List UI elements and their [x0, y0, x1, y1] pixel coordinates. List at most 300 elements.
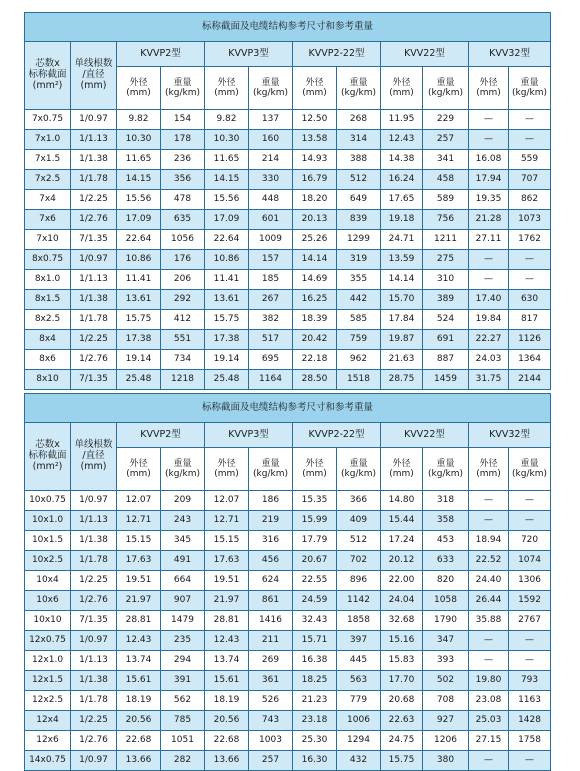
- table-cell: 1051: [161, 731, 205, 751]
- table-cell: 176: [161, 250, 205, 270]
- row-spec: 12x1.0: [25, 651, 71, 671]
- table-cell: 10.86: [205, 250, 249, 270]
- table-cell: 458: [423, 170, 469, 190]
- header-weight: [337, 67, 381, 110]
- table-cell: 319: [337, 250, 381, 270]
- table-cell: 412: [161, 310, 205, 330]
- table-cell: 20.42: [293, 330, 337, 350]
- table-cell: 15.75: [117, 310, 161, 330]
- table-cell: 720: [509, 531, 551, 551]
- table-cell: 7/1.35: [71, 611, 117, 631]
- table-cell: —: [469, 511, 509, 531]
- table-cell: 16.25: [293, 290, 337, 310]
- table-cell: 512: [337, 531, 381, 551]
- table-cell: 32.68: [381, 611, 423, 631]
- table-cell: 18.19: [205, 691, 249, 711]
- row-spec: 12x2.5: [25, 691, 71, 711]
- table-cell: 491: [161, 551, 205, 571]
- table-cell: 16.79: [293, 170, 337, 190]
- table-row: [25, 511, 551, 531]
- table-cell: 702: [337, 551, 381, 571]
- table-cell: 22.27: [469, 330, 509, 350]
- header-weight: [161, 67, 205, 110]
- row-spec: 8x4: [25, 330, 71, 350]
- table-cell: 1218: [161, 370, 205, 390]
- table-cell: 12.43: [117, 631, 161, 651]
- header-weight-line: (kg/km): [341, 469, 376, 479]
- table-cell: 1/0.97: [71, 751, 117, 771]
- table-cell: 17.38: [205, 330, 249, 350]
- table-cell: 12.50: [293, 110, 337, 130]
- header-outer-diameter-line: 外径: [217, 458, 236, 469]
- header-outer-diameter: [117, 448, 161, 491]
- table-cell: 13.74: [117, 651, 161, 671]
- table-cell: 1/1.38: [71, 531, 117, 551]
- table-cell: —: [509, 511, 551, 531]
- table-row: [25, 751, 551, 771]
- table-cell: 630: [509, 290, 551, 310]
- table-cell: 24.40: [469, 571, 509, 591]
- table-cell: 314: [337, 130, 381, 150]
- table-cell: 10.86: [117, 250, 161, 270]
- table-cell: 585: [337, 310, 381, 330]
- table-cell: 13.66: [117, 751, 161, 771]
- header-weight: [337, 448, 381, 491]
- table-cell: 1056: [161, 230, 205, 250]
- header-weight-line: 重量: [520, 458, 539, 469]
- table-cell: 19.14: [205, 350, 249, 370]
- header-core-section: [25, 423, 71, 491]
- table-cell: 15.15: [205, 531, 249, 551]
- table-cell: 962: [337, 350, 381, 370]
- header-outer-diameter-line: (mm): [214, 88, 239, 98]
- table-cell: 15.75: [381, 751, 423, 771]
- table-cell: 526: [249, 691, 293, 711]
- row-spec: 7x1.5: [25, 150, 71, 170]
- header-weight: [509, 67, 551, 110]
- table-row: [25, 170, 551, 190]
- table-cell: —: [509, 130, 551, 150]
- table-cell: 15.61: [117, 671, 161, 691]
- table-cell: 708: [423, 691, 469, 711]
- header-outer-diameter-line: (mm): [214, 469, 239, 479]
- table-cell: 1479: [161, 611, 205, 631]
- table-cell: 1/1.78: [71, 170, 117, 190]
- header-outer-diameter-line: 外径: [392, 458, 411, 469]
- table-cell: 24.59: [293, 591, 337, 611]
- header-outer-diameter-line: 外径: [129, 77, 148, 88]
- header-outer-diameter: [205, 67, 249, 110]
- header-outer-diameter-line: 外径: [305, 77, 324, 88]
- table-cell: 14.15: [205, 170, 249, 190]
- table-cell: 13.66: [205, 751, 249, 771]
- table-cell: 432: [337, 751, 381, 771]
- table-cell: 154: [161, 110, 205, 130]
- table-cell: 445: [337, 651, 381, 671]
- table-cell: 15.44: [381, 511, 423, 531]
- table-cell: 269: [249, 651, 293, 671]
- header-outer-diameter-line: 外径: [217, 77, 236, 88]
- table-cell: 1/0.97: [71, 491, 117, 511]
- table-cell: 896: [337, 571, 381, 591]
- header-weight-line: 重量: [261, 458, 280, 469]
- table-cell: 16.30: [293, 751, 337, 771]
- table-cell: 11.95: [381, 110, 423, 130]
- table-cell: 341: [423, 150, 469, 170]
- table-cell: 624: [249, 571, 293, 591]
- table-cell: 137: [249, 110, 293, 130]
- header-outer-diameter: [381, 67, 423, 110]
- header-cable-type: KVVP2-22型: [293, 42, 381, 67]
- table-cell: 1/1.78: [71, 310, 117, 330]
- table-cell: 22.68: [205, 731, 249, 751]
- table-cell: 15.56: [205, 190, 249, 210]
- table-cell: 1518: [337, 370, 381, 390]
- table-cell: 17.09: [205, 210, 249, 230]
- table-cell: 22.18: [293, 350, 337, 370]
- table-cell: 19.14: [117, 350, 161, 370]
- table-cell: 10.30: [205, 130, 249, 150]
- table-cell: 28.50: [293, 370, 337, 390]
- table-cell: 380: [423, 751, 469, 771]
- table-cell: 17.24: [381, 531, 423, 551]
- table-cell: 15.15: [117, 531, 161, 551]
- header-strand-diameter: [71, 42, 117, 110]
- table-cell: 589: [423, 190, 469, 210]
- table-cell: 361: [249, 671, 293, 691]
- table-cell: 19.51: [205, 571, 249, 591]
- table-cell: —: [469, 631, 509, 651]
- row-spec: 8x1.0: [25, 270, 71, 290]
- table-cell: 18.94: [469, 531, 509, 551]
- header-outer-diameter-line: 外径: [392, 77, 411, 88]
- table-cell: 27.15: [469, 731, 509, 751]
- table-cell: 19.80: [469, 671, 509, 691]
- table-cell: 25.30: [293, 731, 337, 751]
- table-cell: 24.03: [469, 350, 509, 370]
- header-weight-line: 重量: [261, 77, 280, 88]
- table-cell: 649: [337, 190, 381, 210]
- header-core-section-line: (mm²): [32, 79, 63, 91]
- table-cell: 229: [423, 110, 469, 130]
- table-cell: 21.28: [469, 210, 509, 230]
- header-outer-diameter: [293, 448, 337, 491]
- table-cell: 356: [161, 170, 205, 190]
- table-cell: 21.97: [117, 591, 161, 611]
- header-strand-diameter-line: /直径: [82, 69, 105, 81]
- table-cell: 16.08: [469, 150, 509, 170]
- header-strand-diameter-line: /直径: [82, 450, 105, 462]
- header-outer-diameter-line: (mm): [126, 88, 151, 98]
- table-cell: 1/1.78: [71, 691, 117, 711]
- table-cell: 1592: [509, 591, 551, 611]
- header-outer-diameter-line: (mm): [389, 469, 414, 479]
- table-cell: 219: [249, 511, 293, 531]
- table-cell: 24.71: [381, 230, 423, 250]
- table-row: [25, 651, 551, 671]
- table-cell: 235: [161, 631, 205, 651]
- table-cell: 1009: [249, 230, 293, 250]
- table-cell: 236: [161, 150, 205, 170]
- table-cell: 756: [423, 210, 469, 230]
- table-cell: 1364: [509, 350, 551, 370]
- table-cell: 1126: [509, 330, 551, 350]
- table-row: [25, 150, 551, 170]
- header-outer-diameter-line: (mm): [126, 469, 151, 479]
- table-cell: 1073: [509, 210, 551, 230]
- table-cell: 793: [509, 671, 551, 691]
- table-cell: 524: [423, 310, 469, 330]
- table-cell: 1459: [423, 370, 469, 390]
- table-cell: 1058: [423, 591, 469, 611]
- header-weight-line: 重量: [520, 77, 539, 88]
- table-row: [25, 230, 551, 250]
- table-cell: 1858: [337, 611, 381, 631]
- table-cell: 17.63: [205, 551, 249, 571]
- table-cell: 11.41: [117, 270, 161, 290]
- table-cell: 17.70: [381, 671, 423, 691]
- table-cell: 20.67: [293, 551, 337, 571]
- table-cell: 206: [161, 270, 205, 290]
- header-weight-line: (kg/km): [253, 469, 288, 479]
- table-cell: 25.48: [117, 370, 161, 390]
- table-cell: 22.63: [381, 711, 423, 731]
- table-cell: 1074: [509, 551, 551, 571]
- header-cable-type: KVV22型: [381, 42, 469, 67]
- table-cell: 15.16: [381, 631, 423, 651]
- table-cell: —: [469, 110, 509, 130]
- table-cell: 1762: [509, 230, 551, 250]
- table-cell: 345: [161, 531, 205, 551]
- table-cell: 330: [249, 170, 293, 190]
- table-cell: 35.88: [469, 611, 509, 631]
- table-cell: 12.07: [117, 491, 161, 511]
- table-row: [25, 370, 551, 390]
- table-cell: 1/2.25: [71, 711, 117, 731]
- table-cell: 18.19: [117, 691, 161, 711]
- table-cell: 1/2.76: [71, 591, 117, 611]
- header-core-section-line: 标称截面: [28, 69, 67, 81]
- table-cell: —: [469, 250, 509, 270]
- row-spec: 8x2.5: [25, 310, 71, 330]
- table-cell: 18.25: [293, 671, 337, 691]
- table-cell: 17.38: [117, 330, 161, 350]
- table-row: [25, 350, 551, 370]
- table-cell: 887: [423, 350, 469, 370]
- table-cell: 512: [337, 170, 381, 190]
- header-outer-diameter-line: 外径: [479, 458, 498, 469]
- row-spec: 10x6: [25, 591, 71, 611]
- table-cell: 14.14: [293, 250, 337, 270]
- header-weight: [423, 67, 469, 110]
- table-cell: 15.70: [381, 290, 423, 310]
- table-cell: 397: [337, 631, 381, 651]
- header-core-section-line: (mm²): [32, 460, 63, 472]
- row-spec: 10x4: [25, 571, 71, 591]
- table-cell: 1/1.13: [71, 270, 117, 290]
- table-cell: 1164: [249, 370, 293, 390]
- table-cell: 839: [337, 210, 381, 230]
- table-cell: 26.44: [469, 591, 509, 611]
- table-cell: 22.52: [469, 551, 509, 571]
- header-core-section-line: 芯数x: [35, 58, 60, 70]
- table-cell: 19.84: [469, 310, 509, 330]
- row-spec: 8x6: [25, 350, 71, 370]
- header-weight-line: (kg/km): [428, 88, 463, 98]
- table-cell: 1163: [509, 691, 551, 711]
- table-cell: 1/1.13: [71, 130, 117, 150]
- table-cell: 442: [337, 290, 381, 310]
- table-cell: 318: [423, 491, 469, 511]
- table-cell: 1/1.38: [71, 671, 117, 691]
- table-cell: 601: [249, 210, 293, 230]
- table-cell: 393: [423, 651, 469, 671]
- table-cell: 1428: [509, 711, 551, 731]
- table-cell: 861: [249, 591, 293, 611]
- table-cell: 17.84: [381, 310, 423, 330]
- table-cell: —: [469, 651, 509, 671]
- table-cell: 1211: [423, 230, 469, 250]
- table-cell: 18.20: [293, 190, 337, 210]
- table-cell: 185: [249, 270, 293, 290]
- table-row: [25, 691, 551, 711]
- table-cell: 292: [161, 290, 205, 310]
- table-cell: —: [469, 751, 509, 771]
- row-spec: 12x6: [25, 731, 71, 751]
- table-title: 标称截面及电缆结构参考尺寸和参考重量: [25, 394, 551, 423]
- table-row: [25, 551, 551, 571]
- table-cell: 20.68: [381, 691, 423, 711]
- table-row: [25, 671, 551, 691]
- table-cell: 23.18: [293, 711, 337, 731]
- table-cell: 1/1.78: [71, 551, 117, 571]
- header-outer-diameter: [381, 448, 423, 491]
- table-cell: 178: [161, 130, 205, 150]
- header-cable-type: KVV32型: [469, 42, 551, 67]
- table-cell: —: [509, 651, 551, 671]
- header-outer-diameter: [293, 67, 337, 110]
- row-spec: 7x0.75: [25, 110, 71, 130]
- table-cell: 275: [423, 250, 469, 270]
- header-outer-diameter-line: (mm): [302, 469, 327, 479]
- table-cell: 1/0.97: [71, 250, 117, 270]
- header-weight: [161, 448, 205, 491]
- table-cell: 17.63: [117, 551, 161, 571]
- header-weight-line: 重量: [436, 458, 455, 469]
- table-cell: 160: [249, 130, 293, 150]
- table-cell: 1299: [337, 230, 381, 250]
- table-cell: 388: [337, 150, 381, 170]
- table-cell: 17.65: [381, 190, 423, 210]
- table-cell: —: [469, 270, 509, 290]
- table-cell: 11.41: [205, 270, 249, 290]
- row-spec: 10x1.0: [25, 511, 71, 531]
- table-cell: 907: [161, 591, 205, 611]
- header-outer-diameter-line: 外径: [305, 458, 324, 469]
- table-cell: 502: [423, 671, 469, 691]
- header-cable-type: KVV32型: [469, 423, 551, 448]
- table-cell: 28.75: [381, 370, 423, 390]
- header-weight: [423, 448, 469, 491]
- table-row: [25, 290, 551, 310]
- table-row: [25, 330, 551, 350]
- table-cell: 734: [161, 350, 205, 370]
- table-cell: 1/1.38: [71, 290, 117, 310]
- table-cell: 15.71: [293, 631, 337, 651]
- table-cell: 9.82: [205, 110, 249, 130]
- table-cell: 14.15: [117, 170, 161, 190]
- table-cell: 13.61: [117, 290, 161, 310]
- table-cell: 2767: [509, 611, 551, 631]
- table-cell: 12.43: [381, 130, 423, 150]
- table-cell: 23.08: [469, 691, 509, 711]
- table-cell: —: [469, 491, 509, 511]
- header-weight-line: 重量: [349, 458, 368, 469]
- row-spec: 10x0.75: [25, 491, 71, 511]
- header-cable-type: KVVP2型: [117, 42, 205, 67]
- table-cell: 214: [249, 150, 293, 170]
- table-cell: 25.26: [293, 230, 337, 250]
- table-cell: 633: [423, 551, 469, 571]
- table-row: [25, 270, 551, 290]
- row-spec: 7x2.5: [25, 170, 71, 190]
- header-weight: [509, 448, 551, 491]
- table-cell: 817: [509, 310, 551, 330]
- table-cell: 20.56: [205, 711, 249, 731]
- table-cell: 1/2.76: [71, 731, 117, 751]
- table-cell: 32.43: [293, 611, 337, 631]
- table-row: [25, 531, 551, 551]
- table-cell: 21.63: [381, 350, 423, 370]
- table-row: [25, 110, 551, 130]
- table-cell: 14.93: [293, 150, 337, 170]
- row-spec: 12x4: [25, 711, 71, 731]
- table-cell: 22.55: [293, 571, 337, 591]
- row-spec: 7x4: [25, 190, 71, 210]
- table-cell: 695: [249, 350, 293, 370]
- row-spec: 8x0.75: [25, 250, 71, 270]
- table-cell: 551: [161, 330, 205, 350]
- table-cell: 12.71: [205, 511, 249, 531]
- table-cell: 16.24: [381, 170, 423, 190]
- spec-table-2: [24, 393, 551, 771]
- header-outer-diameter: [117, 67, 161, 110]
- table-cell: 20.13: [293, 210, 337, 230]
- header-cable-type: KVV22型: [381, 423, 469, 448]
- header-weight: [249, 67, 293, 110]
- table-cell: 409: [337, 511, 381, 531]
- table-cell: 20.56: [117, 711, 161, 731]
- table-cell: 563: [337, 671, 381, 691]
- table-row: [25, 310, 551, 330]
- table-cell: 186: [249, 491, 293, 511]
- table-cell: 478: [161, 190, 205, 210]
- header-outer-diameter-line: (mm): [476, 469, 501, 479]
- table-cell: 785: [161, 711, 205, 731]
- table-cell: 15.35: [293, 491, 337, 511]
- table-cell: 28.81: [117, 611, 161, 631]
- table-cell: 1003: [249, 731, 293, 751]
- header-core-section: [25, 42, 71, 110]
- row-spec: 10x10: [25, 611, 71, 631]
- header-outer-diameter: [469, 67, 509, 110]
- table-cell: —: [509, 751, 551, 771]
- row-spec: 7x1.0: [25, 130, 71, 150]
- header-strand-diameter-line: (mm): [80, 79, 107, 91]
- table-row: [25, 731, 551, 751]
- table-cell: 1/2.76: [71, 350, 117, 370]
- table-cell: —: [509, 631, 551, 651]
